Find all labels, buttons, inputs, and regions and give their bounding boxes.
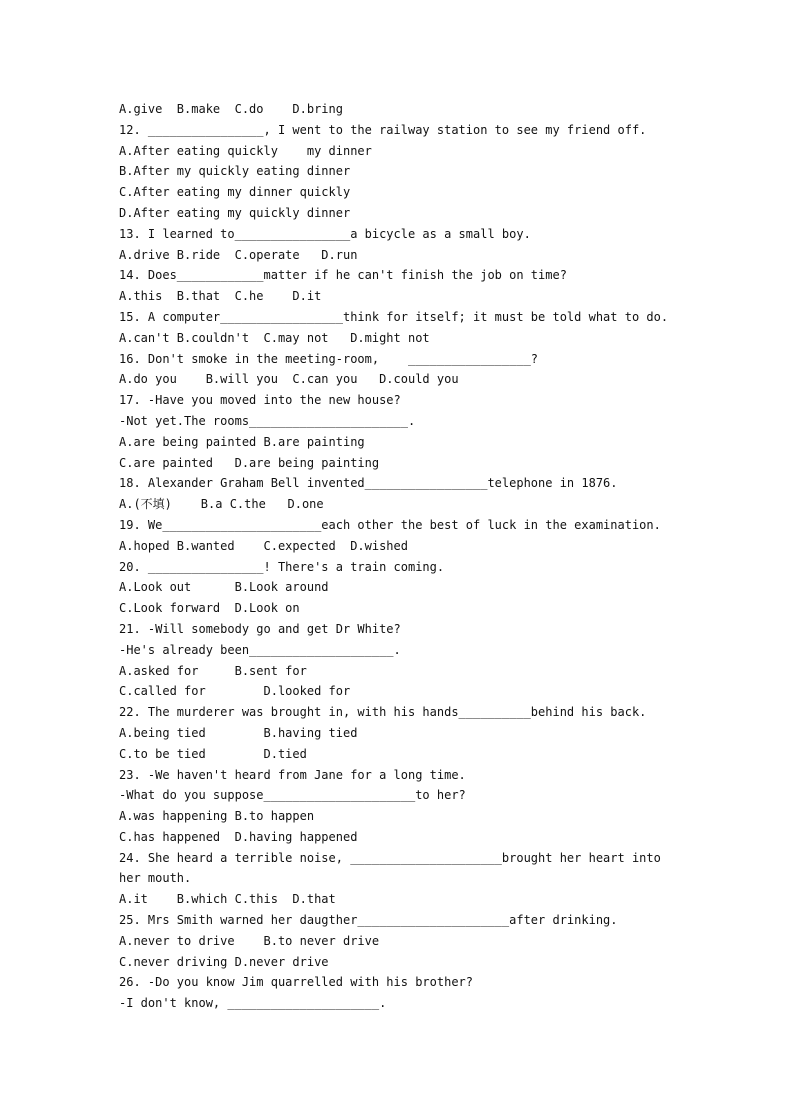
text-line: C.Look forward D.Look on <box>119 601 300 616</box>
text-line: 15. A computer_________________think for itself; it must be told what to do. <box>119 309 669 324</box>
text-line: A.give B.make C.do D.bring <box>119 102 343 116</box>
text-line: her mouth. <box>119 871 192 886</box>
text-line: A.was happening B.to happen <box>119 809 315 824</box>
text-line: A.drive B.ride C.operate D.run <box>119 247 358 262</box>
text-line: A.this B.that C.he D.it <box>119 289 322 304</box>
text-line: 26. -Do you know Jim quarrelled with his brother? <box>119 975 474 990</box>
text-line: 23. -We haven't heard from Jane for a long time. <box>119 767 466 782</box>
text-line: 21. -Will somebody go and get Dr White? <box>119 621 401 636</box>
text-line: A.can't B.couldn't C.may not D.might not <box>119 330 430 345</box>
text-line: 25. Mrs Smith warned her daugther_____________________after drinking. <box>119 913 618 928</box>
text-line: A.do you B.will you C.can you D.could you <box>119 372 459 387</box>
text-line: 13. I learned to________________a bicycle as a small boy. <box>119 226 531 241</box>
text-line: -Not yet.The rooms______________________. <box>119 413 416 428</box>
text-line: C.called for D.looked for <box>119 684 351 699</box>
text-line: A.(不填) B.a C.the D.one <box>119 497 324 512</box>
text-line: 22. The murderer was brought in, with his hands__________behind his back. <box>119 705 647 720</box>
text-line: A.Look out B.Look around <box>119 580 329 595</box>
text-line: -I don't know, _____________________. <box>119 996 387 1011</box>
text-line: -What do you suppose_____________________to her? <box>119 788 466 803</box>
text-line: A.asked for B.sent for <box>119 663 307 678</box>
text-line: A.being tied B.having tied <box>119 725 358 740</box>
text-line: C.to be tied D.tied <box>119 746 307 761</box>
text-line: 18. Alexander Graham Bell invented_________________telephone in 1876. <box>119 476 618 491</box>
exam-page <box>119 99 679 1014</box>
text-line: D.After eating my quickly dinner <box>119 205 351 220</box>
text-line: C.After eating my dinner quickly <box>119 185 351 200</box>
text-line: 17. -Have you moved into the new house? <box>119 393 401 408</box>
text-line: 20. ________________! There's a train coming. <box>119 559 445 574</box>
text-line: A.never to drive B.to never drive <box>119 933 380 948</box>
text-line: B.After my quickly eating dinner <box>119 164 351 179</box>
text-line: 24. She heard a terrible noise, _____________________brought her heart into <box>119 850 661 865</box>
text-line: A.After eating quickly my dinner <box>119 143 372 158</box>
text-line: C.never driving D.never drive <box>119 954 329 969</box>
text-line: 14. Does____________matter if he can't finish the job on time? <box>119 268 567 283</box>
text-line: C.are painted D.are being painting <box>119 455 380 470</box>
text-line: C.has happened D.having happened <box>119 829 358 844</box>
text-line: 16. Don't smoke in the meeting-room, _________________? <box>119 351 539 366</box>
text-line: 19. We______________________each other the best of luck in the examination. <box>119 517 661 532</box>
text-line: A.hoped B.wanted C.expected D.wished <box>119 538 408 553</box>
text-line: A.are being painted B.are painting <box>119 434 365 449</box>
text-line: A.it B.which C.this D.that <box>119 892 336 907</box>
text-line: 12. ________________, I went to the railway station to see my friend off. <box>119 122 647 137</box>
text-line: -He's already been____________________. <box>119 642 401 657</box>
